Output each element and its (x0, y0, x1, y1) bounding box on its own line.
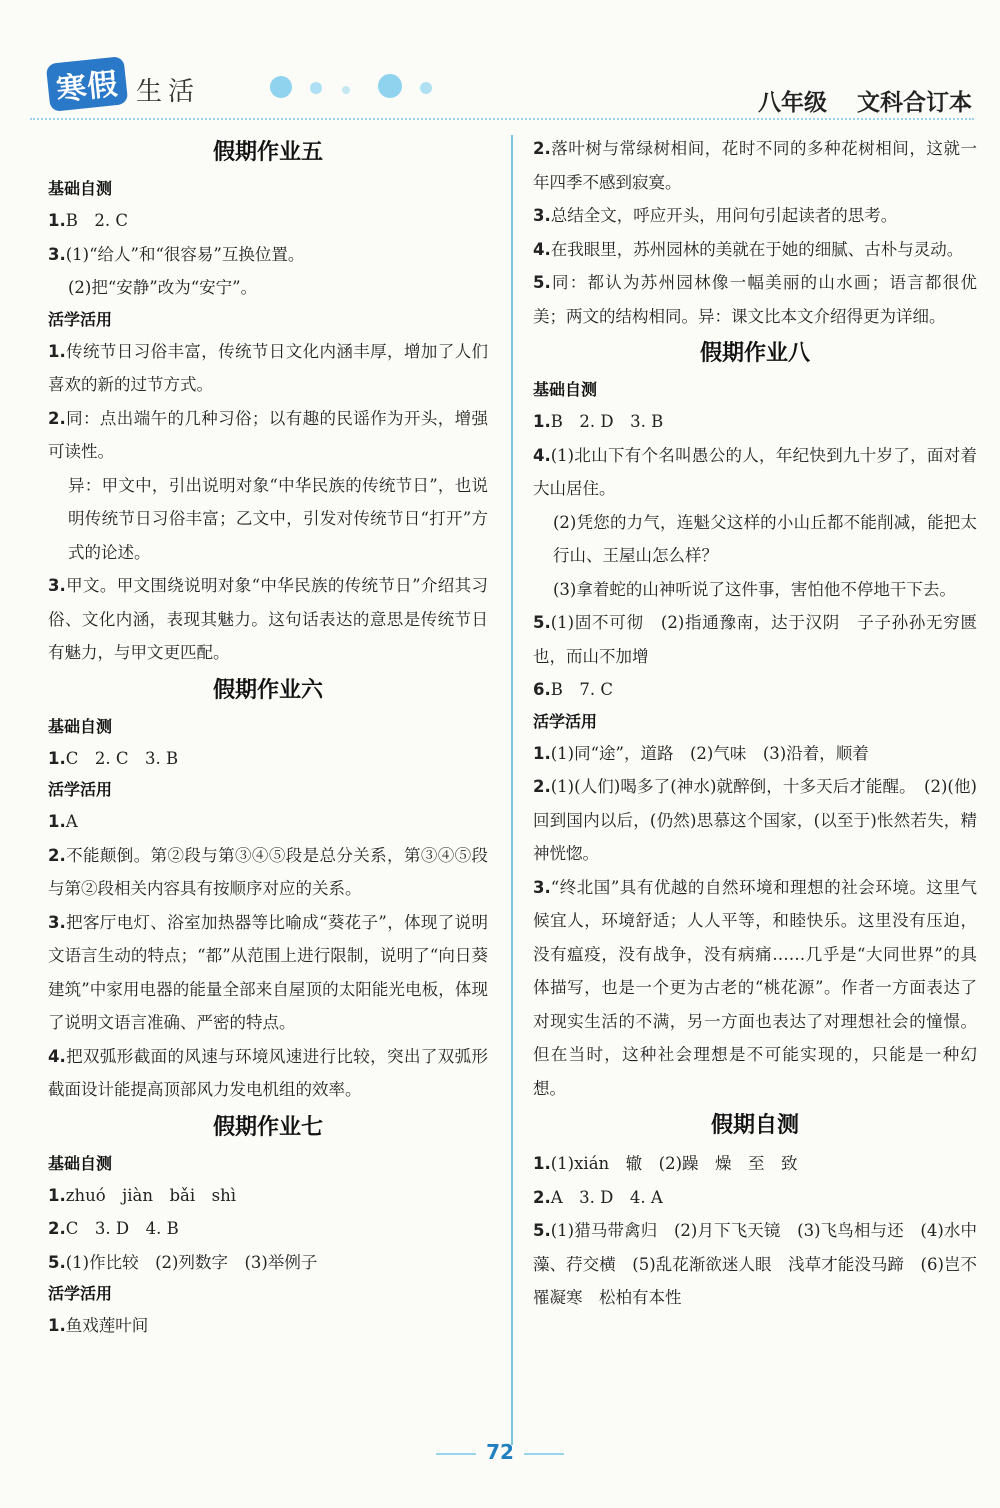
section-title: 假期作业六 (212, 677, 323, 703)
answer-item (48, 402, 488, 469)
answer-text: (1)猎马带禽归 (2)月下飞天镜 (3)飞鸟相与还 (4)水中藻、荇交横 (5)乱花渐欲迷人眼 浅草才能没马蹄 (6)岂不罹凝寒 松柏有本性 (533, 1221, 977, 1307)
subsection-title: 活学活用 (48, 309, 113, 329)
right-column (533, 132, 977, 1315)
answer-text: 落叶树与常绿树相间，花时不同的多种花树相间，这就一年四季不感到寂寞。 (533, 139, 977, 192)
answer-number: 1. (48, 812, 66, 831)
answer-text: 异：甲文中，引出说明对象“中华民族的传统节日”，也说明传统节日习俗丰富；乙文中，引发对传统节日“打开”方式的论述。 (68, 475, 488, 562)
answer-item (533, 673, 977, 707)
answer-text: 传统节日习俗丰富，传统节日文化内涵丰厚，增加了人们喜欢的新的过节方式。 (48, 341, 488, 394)
answer-continuation (48, 469, 488, 570)
answer-text: 在我眼里，苏州园林的美就在于她的细腻、古朴与灵动。 (550, 239, 964, 259)
answer-item (48, 569, 488, 670)
header-divider (30, 118, 974, 120)
answer-text: (1)“给人”和“很容易”互换位置。 (65, 244, 305, 264)
answer-text: 同：点出端午的几种习俗；以有趣的民谣作为开头，增强可读性。 (48, 408, 488, 461)
answer-text: A 3. D 4. A (550, 1187, 663, 1207)
answer-item (533, 1147, 977, 1181)
subsection-title: 基础自测 (533, 380, 598, 399)
answer-number: 2. (533, 1187, 551, 1207)
answer-number: 1. (533, 1154, 551, 1173)
subsection-title: 活学活用 (48, 780, 113, 799)
answer-item (48, 742, 488, 776)
answer-number: 3. (48, 244, 66, 264)
answer-number: 4. (533, 239, 551, 259)
answer-text: (2)把“安静”改为“安宁”。 (68, 278, 258, 297)
subsection-title: 基础自测 (48, 179, 113, 198)
subsection-title: 活学活用 (48, 1284, 113, 1303)
answer-number: 1. (533, 412, 551, 431)
answer-number: 1. (48, 211, 66, 230)
answer-text: (1)北山下有个名叫愚公的人，年纪快到九十岁了，面对着大山居住。 (533, 445, 977, 498)
answer-text: C 3. D 4. B (65, 1219, 179, 1238)
answer-text: (1)作比较 (2)列数字 (3)举例子 (65, 1252, 318, 1272)
answer-number: 1. (48, 341, 66, 361)
answer-item (48, 1212, 488, 1246)
answer-number: 5. (533, 613, 551, 632)
answer-number: 3. (533, 206, 551, 225)
answer-item (533, 199, 977, 233)
subsection-title: 活学活用 (533, 711, 598, 731)
subsection-title: 基础自测 (48, 1153, 113, 1173)
book-logo (48, 60, 200, 108)
answer-item (533, 606, 977, 673)
answer-item (48, 906, 488, 1040)
answer-number: 4. (48, 1046, 66, 1066)
section-title: 假期作业八 (699, 341, 810, 366)
answer-text: 把双弧形截面的风速与环境风速进行比较，突出了双弧形截面设计能提高顶部风力发电机组的效率。 (48, 1046, 488, 1099)
answer-item (48, 335, 488, 402)
answer-item (48, 1309, 488, 1343)
answer-item (533, 233, 977, 267)
answer-text: 总结全文，呼应开头，用问句引起读者的思考。 (550, 206, 898, 225)
answer-item (533, 1214, 977, 1315)
answer-item (533, 266, 977, 333)
left-column (48, 132, 488, 1343)
subsection-title: 基础自测 (48, 716, 113, 736)
answer-text: 鱼戏莲叶间 (65, 1316, 149, 1335)
answer-item (48, 204, 488, 238)
logo-word: 生活 (136, 77, 201, 107)
answer-number: 2. (533, 139, 551, 158)
answer-item (533, 132, 977, 199)
answer-text: “终北国”具有优越的自然环境和理想的社会环境。这里气候宜人，环境舒适；人人平等，和睦快乐。这里没有压迫，没有瘟疫，没有战争，没有病痛……几乎是“大同世界”的具体描写，也是一个更为古老的“桃花源”。作者一方面表达了对现实生活的不满，另一方面也表达了对理想社会的憧憬。但在当时，这种社会理想是不可能实现的，只能是一种幻想。 (533, 877, 977, 1098)
answer-continuation (533, 573, 977, 607)
answer-number: 1. (48, 1316, 66, 1335)
answer-item (48, 1179, 488, 1213)
answer-item (48, 1040, 488, 1107)
answer-number: 4. (533, 445, 551, 465)
answer-number: 3. (48, 576, 66, 595)
answer-number: 2. (48, 1219, 66, 1238)
answer-number: 3. (533, 877, 551, 897)
section-title: 假期自测 (710, 1113, 799, 1138)
answer-number: 1. (533, 743, 551, 763)
answer-item (48, 805, 488, 839)
answer-number: 3. (48, 912, 66, 932)
header-edition: 文科合订本 (857, 90, 972, 116)
answer-text: zhuó jiàn bǎi shì (65, 1185, 237, 1205)
answer-text: (1)同“途”，道路 (2)气味 (3)沿着，顺着 (550, 743, 869, 763)
answer-item (533, 871, 977, 1106)
answer-item (533, 405, 977, 439)
column-divider (511, 135, 513, 1445)
page-header (0, 0, 1000, 120)
logo-mark: 寒假 (46, 56, 129, 112)
answer-continuation (533, 506, 977, 573)
answer-text: 不能颠倒。第②段与第③④⑤段是总分关系，第③④⑤段与第②段相关内容具有按顺序对应的关系。 (48, 845, 488, 898)
answer-text: (3)拿着蛇的山神听说了这件事，害怕他不停地干下去。 (553, 579, 956, 599)
answer-text: A (65, 812, 78, 831)
answer-item (533, 439, 977, 506)
answer-item (48, 1246, 488, 1280)
answer-item (533, 770, 977, 871)
answer-item (533, 1181, 977, 1215)
section-title: 假期作业七 (212, 1114, 323, 1140)
answer-text: 甲文。甲文围绕说明对象“中华民族的传统节日”介绍其习俗、文化内涵，表现其魅力。这句话表达的意思是传统节日有魅力，与甲文更匹配。 (48, 576, 488, 662)
answer-text: B 7. C (550, 680, 613, 699)
header-book-info (758, 84, 972, 117)
answer-number: 2. (48, 408, 66, 428)
answer-number: 5. (48, 1252, 66, 1272)
answer-text: 同：都认为苏州园林像一幅美丽的山水画；语言都很优美；两文的结构相同。异：课文比本文介绍得更为详细。 (533, 273, 977, 326)
answer-text: 把客厅电灯、浴室加热器等比喻成“葵花子”，体现了说明文语言生动的特点；“都”从范围上进行限制，说明了“向日葵建筑”中家用电器的能量全部来自屋顶的太阳能光电板，体现了说明文语言准确、严密的特点。 (48, 912, 488, 1032)
answer-number: 5. (533, 1221, 551, 1240)
answer-number: 6. (533, 680, 551, 699)
answer-item (48, 238, 488, 272)
answer-number: 1. (48, 1185, 66, 1205)
answer-number: 2. (48, 845, 66, 865)
header-grade: 八年级 (757, 90, 827, 116)
answer-text: B 2. D 3. B (550, 412, 664, 431)
page-number (0, 1440, 1000, 1464)
answer-number: 5. (533, 273, 551, 292)
answer-number: 1. (48, 748, 66, 768)
answer-number: 2. (533, 777, 551, 796)
answer-text: (2)凭您的力气，连魁父这样的小山丘都不能削减，能把太行山、王屋山怎么样？ (553, 512, 977, 565)
answer-text: C 2. C 3. B (65, 748, 179, 768)
answer-continuation (48, 271, 488, 305)
page-number-text: 72 (486, 1440, 514, 1464)
answer-text: (1)(人们)喝多了(神水)就醉倒，十多天后才能醒。 (2)(他)回到国内以后，(仍然)思慕这个国家，(以至于)怅然若失，精神恍惚。 (533, 777, 977, 863)
section-title: 假期作业五 (212, 140, 323, 165)
answer-text: (1)固不可彻 (2)指通豫南，达于汉阴 子子孙孙无穷匮也，而山不加增 (533, 613, 977, 666)
answer-text: (1)xián 辙 (2)躁 燥 至 致 (550, 1154, 798, 1173)
answer-item (48, 839, 488, 906)
answer-text: B 2. C (65, 211, 128, 230)
answer-item (533, 737, 977, 771)
